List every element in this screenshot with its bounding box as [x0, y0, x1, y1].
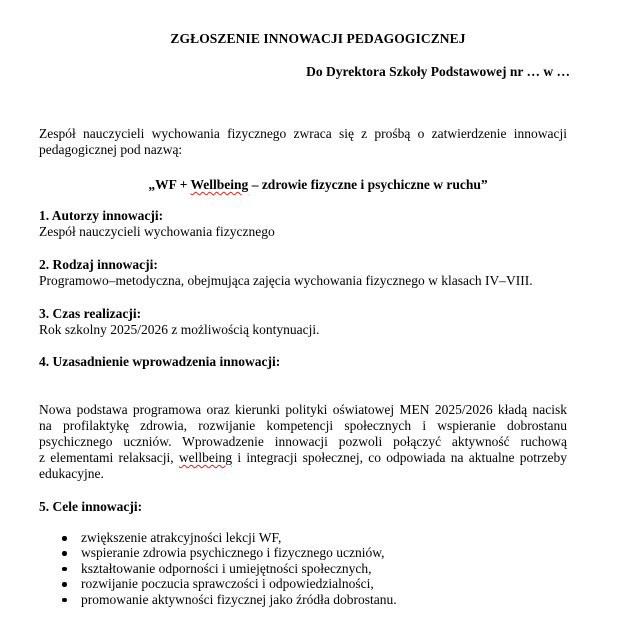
section-text: Rok szkolny 2025/2026 z możliwością kontynuacji.: [39, 322, 320, 337]
goals-list: [62, 530, 397, 607]
spellcheck-flagged-word: wellbeing: [178, 450, 233, 465]
list-item: promowanie aktywności fizycznej jako źródła dobrostanu.: [62, 592, 397, 607]
section-authors: [39, 208, 567, 240]
project-name-prefix: „WF +: [148, 177, 191, 192]
justification-paragraph: [39, 402, 567, 482]
section-text: Programowo–metodyczna, obejmująca zajęcia wychowania fizycznego w klasach IV–VIII.: [39, 273, 533, 288]
section-type: [39, 257, 567, 289]
justification-line: edukacyjne.: [39, 466, 104, 481]
list-item: rozwijanie poczucia sprawczości i odpowiedzialności,: [62, 576, 397, 591]
document-title: ZGŁOSZENIE INNOWACJI PEDAGOGICZNEJ: [170, 31, 466, 46]
intro-paragraph: [39, 126, 567, 158]
section-text: Zespół nauczycieli wychowania fizycznego: [39, 224, 275, 239]
section-heading: 5. Cele innowacji:: [39, 499, 143, 514]
project-name-suffix: – zdrowie fizyczne i psychiczne w ruchu”: [248, 177, 488, 192]
intro-line: pedagogicznej pod nazwą:: [39, 142, 183, 157]
justification-line-prefix: z elementami relaksacji,: [39, 450, 179, 465]
spellcheck-flagged-word: Wellbeing: [190, 177, 249, 192]
section-heading: 4. Uzasadnienie wprowadzenia innowacji:: [39, 354, 281, 369]
list-item: kształtowanie odporności i umiejętności społecznych,: [62, 561, 397, 576]
section-heading: 3. Czas realizacji:: [39, 306, 142, 321]
section-time: [39, 306, 567, 338]
justification-line: [39, 450, 567, 466]
justification-line: psychicznego uczniów. Wprowadzenie innowacji pozwoli połączyć aktywność ruchową: [39, 434, 567, 449]
list-item: wspieranie zdrowia psychicznego i fizycznego uczniów,: [62, 545, 397, 560]
intro-line: Zespół nauczycieli wychowania fizycznego zwraca się z prośbą o zatwierdzenie innowacji: [39, 126, 567, 141]
section-heading: 1. Autorzy innowacji:: [39, 208, 164, 223]
addressee-line: Do Dyrektora Szkoły Podstawowej nr … w …: [306, 64, 570, 79]
justification-line-suffix: i integracji społecznej, co odpowiada na aktualne potrzeby: [232, 450, 567, 465]
section-heading: 2. Rodzaj innowacji:: [39, 257, 158, 272]
section-goals: [39, 499, 567, 515]
section-justification: [39, 354, 567, 370]
justification-line: Nowa podstawa programowa oraz kierunki polityki oświatowej MEN 2025/2026 kładą nacisk: [39, 402, 567, 417]
justification-line: na profilaktykę zdrowia, rozwijanie kompetencji społecznych i wspieranie dobrostanu: [39, 418, 567, 433]
list-item: zwiększenie atrakcyjności lekcji WF,: [62, 530, 397, 545]
project-name: [0, 177, 636, 193]
